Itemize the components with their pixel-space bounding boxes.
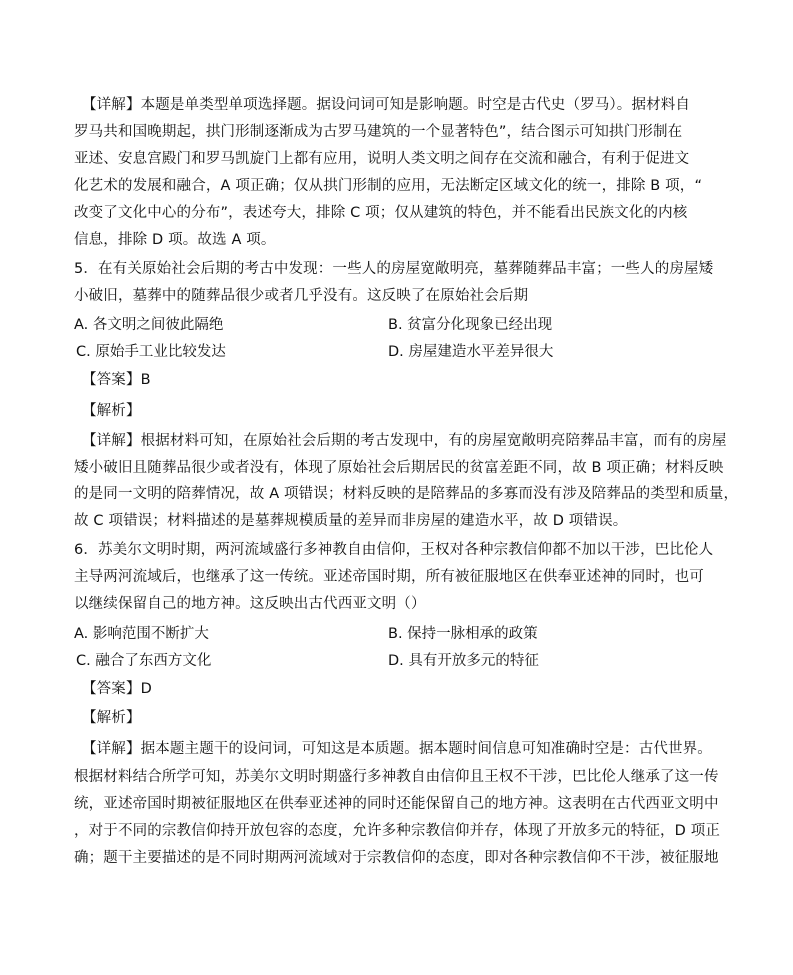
detail-line: 改变了文化中心的分布”，表述夸大，排除 C 项；仅从建筑的特色，并不能看出民族文化的内核	[74, 205, 688, 221]
q5-detail-line: 故 C 项错误；材料描述的是墓葬规模质量的差异而非房屋的建造水平，故 D 项错误。	[74, 513, 628, 529]
q5-detail-line: 矮小破旧且随葬品很少或者没有，体现了原始社会后期居民的贫富差距不同，故 B 项正确；材料反映	[74, 460, 724, 476]
q6-detail-line: 统，亚述帝国时期被征服地区在供奉亚述神的同时还能保留自己的地方神。这表明在古代西亚文明中	[74, 796, 719, 812]
q6-detail-line: 【详解】据本题主题干的设问词，可知这是本质题。据本题时间信息可知准确时空是：古代世界。	[82, 741, 712, 757]
q5-detail-line: 【详解】根据材料可知，在原始社会后期的考古发现中，有的房屋宽敞明亮陪葬品丰富，而有的房屋	[82, 433, 727, 449]
q6-detail-line: ，对于不同的宗教信仰持开放包容的态度，允许多种宗教信仰并存，体现了开放多元的特征，D 项正	[74, 823, 721, 839]
question-6-stem: 6．苏美尔文明时期，两河流域盛行多神教自由信仰，王权对各种宗教信仰都不加以干涉，巴比伦人	[74, 542, 714, 558]
detail-line: 信息，排除 D 项。故选 A 项。	[74, 232, 276, 248]
q6-option-a: A. 影响范围不断扩大	[74, 626, 209, 642]
q6-option-c: C. 融合了东西方文化	[76, 653, 212, 669]
detail-line: 罗马共和国晚期起，拱门形制逐渐成为古罗马建筑的一个显著特色”，结合图示可知拱门形制在	[74, 124, 683, 140]
q5-analysis-label: 【解析】	[82, 403, 141, 419]
q5-detail-line: 的是同一文明的陪葬情况，故 A 项错误；材料反映的是陪葬品的多寡而没有涉及陪葬品的类型和质量，	[74, 486, 739, 502]
question-6-stem: 主导两河流域后，也继承了这一传统。亚述帝国时期，所有被征服地区在供奉亚述神的同时，也可	[74, 569, 704, 585]
q5-answer: 【答案】B	[82, 372, 151, 388]
detail-line: 化艺术的发展和融合，A 项正确；仅从拱门形制的应用，无法断定区域文化的统一，排除 B 项，“	[74, 178, 703, 194]
question-6-stem: 以继续保留自己的地方神。这反映出古代西亚文明（）	[74, 596, 426, 612]
q5-option-d: D. 房屋建造水平差异很大	[388, 344, 554, 360]
q6-detail-line: 根据材料结合所学可知，苏美尔文明时期盛行多神教自由信仰且王权不干涉，巴比伦人继承了这一传	[74, 769, 719, 785]
q6-option-b: B. 保持一脉相承的政策	[388, 626, 538, 642]
question-5-stem: 5．在有关原始社会后期的考古中发现：一些人的房屋宽敞明亮，墓葬随葬品丰富；一些人的房屋矮	[74, 261, 714, 277]
q5-option-b: B. 贫富分化现象已经出现	[388, 317, 553, 333]
question-5-stem: 小破旧，墓葬中的随葬品很少或者几乎没有。这反映了在原始社会后期	[74, 288, 529, 304]
detail-line: 【详解】本题是单类型单项选择题。据设问词可知是影响题。时空是古代史（罗马）。据材料自	[82, 97, 691, 113]
q6-detail-line: 确；题干主要描述的是不同时期两河流域对于宗教信仰的态度，即对各种宗教信仰不干涉，被征服地	[74, 850, 719, 866]
q6-analysis-label: 【解析】	[82, 710, 141, 726]
q5-option-a: A. 各文明之间彼此隔绝	[74, 317, 224, 333]
q5-option-c: C. 原始手工业比较发达	[76, 344, 226, 360]
q6-option-d: D. 具有开放多元的特征	[388, 653, 539, 669]
detail-line: 亚述、安息宫殿门和罗马凯旋门上都有应用，说明人类文明之间存在交流和融合，有利于促进文	[74, 151, 690, 167]
q6-answer: 【答案】D	[82, 681, 152, 697]
